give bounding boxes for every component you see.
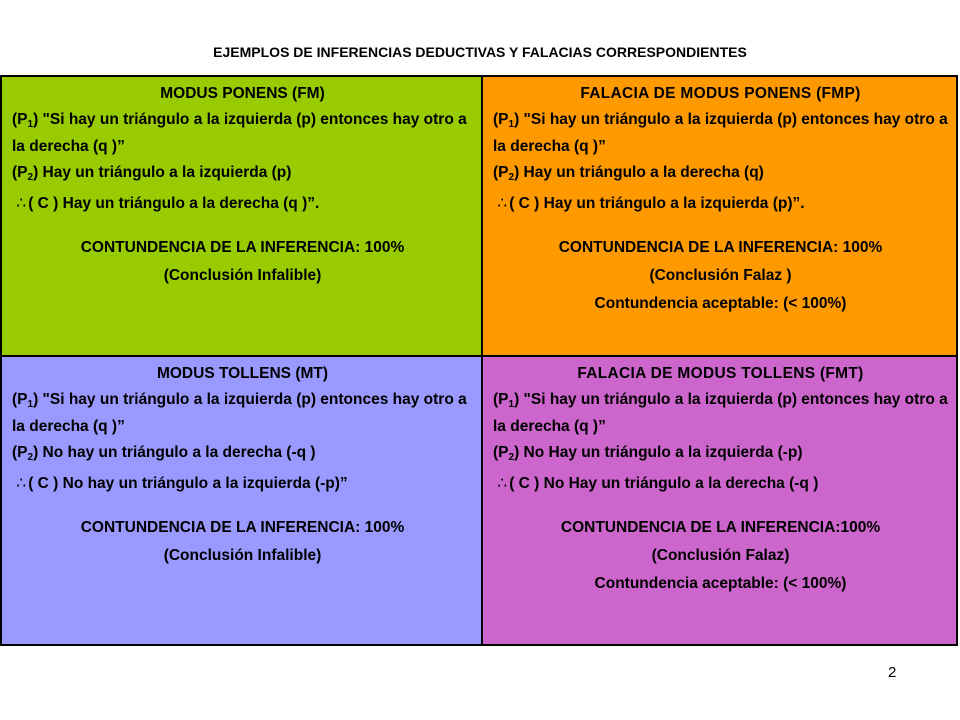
- premise-prefix: (P: [12, 164, 28, 181]
- verdict: (Conclusión Infalible): [163, 267, 322, 284]
- cell-falacia-modus-tollens: [483, 357, 956, 644]
- verdict: (Conclusión Infalible): [163, 547, 322, 564]
- premise-prefix: (P: [12, 111, 28, 128]
- premise-2: [12, 162, 473, 189]
- premise-1: [12, 389, 473, 438]
- premise-prefix: (P: [12, 391, 28, 408]
- page-number: 2: [888, 664, 897, 681]
- subscript: 1: [27, 119, 34, 130]
- premise-text: ) "Si hay un triángulo a la izquierda (p) entonces hay otro a la derecha (q )”: [12, 391, 467, 435]
- premise-prefix: (P: [12, 444, 28, 461]
- conclusion: [493, 193, 948, 215]
- subscript: 1: [27, 399, 34, 410]
- contundencia: CONTUNDENCIA DE LA INFERENCIA:100%: [560, 519, 881, 536]
- subscript: 1: [508, 119, 515, 130]
- page-title: EJEMPLOS DE INFERENCIAS DEDUCTIVAS Y FALACIAS CORRESPONDIENTES: [213, 44, 747, 60]
- contundencia: CONTUNDENCIA DE LA INFERENCIA: 100%: [558, 239, 883, 256]
- subscript: 2: [508, 172, 515, 183]
- cell-modus-ponens: [2, 77, 483, 357]
- premise-prefix: (P: [493, 444, 509, 461]
- contundencia: CONTUNDENCIA DE LA INFERENCIA: 100%: [80, 519, 405, 536]
- cell-heading: MODUS TOLLENS (MT): [156, 365, 329, 382]
- premise-text: ) Hay un triángulo a la derecha (q): [514, 164, 764, 181]
- premise-prefix: (P: [493, 391, 509, 408]
- cell-modus-tollens: [2, 357, 483, 644]
- subscript: 2: [508, 452, 515, 463]
- premise-text: ) No hay un triángulo a la derecha (-q ): [33, 444, 316, 461]
- premise-text: ) "Si hay un triángulo a la izquierda (p) entonces hay otro a la derecha (q )”: [12, 111, 467, 155]
- verdict: (Conclusión Falaz): [651, 547, 790, 564]
- cell-heading: MODUS PONENS (FM): [160, 85, 325, 102]
- conclusion: [12, 193, 473, 215]
- therefore-icon: ∴: [497, 195, 508, 212]
- premise-text: ) No Hay un triángulo a la izquierda (-p): [514, 444, 803, 461]
- conclusion-text: ( C ) No Hay un triángulo a la derecha (-q ): [509, 475, 819, 492]
- cell-falacia-modus-ponens: [483, 77, 956, 357]
- conclusion-text: ( C ) Hay un triángulo a la izquierda (p)”.: [509, 195, 805, 212]
- therefore-icon: ∴: [16, 475, 27, 492]
- therefore-icon: ∴: [16, 195, 27, 212]
- conclusion: [12, 473, 473, 495]
- cell-heading: FALACIA DE MODUS TOLLENS (FMT): [577, 365, 864, 382]
- premise-prefix: (P: [493, 111, 509, 128]
- premise-text: ) "Si hay un triángulo a la izquierda (p) entonces hay otro a la derecha (q )”: [493, 111, 948, 155]
- premise-2: [493, 442, 948, 469]
- conclusion: [493, 473, 948, 495]
- subscript: 2: [27, 452, 34, 463]
- premise-prefix: (P: [493, 164, 509, 181]
- premise-1: [12, 109, 473, 158]
- subscript: 2: [27, 172, 34, 183]
- cell-heading: FALACIA DE MODUS PONENS (FMP): [580, 85, 861, 102]
- subscript: 1: [508, 399, 515, 410]
- premise-text: ) Hay un triángulo a la izquierda (p): [33, 164, 292, 181]
- inference-table: [0, 75, 958, 646]
- premise-text: ) "Si hay un triángulo a la izquierda (p) entonces hay otro a la derecha (q )”: [493, 391, 948, 435]
- therefore-icon: ∴: [497, 475, 508, 492]
- contundencia-aceptable: Contundencia aceptable: (< 100%): [594, 295, 847, 312]
- premise-2: [493, 162, 948, 189]
- premise-1: [493, 389, 948, 438]
- verdict: (Conclusión Falaz ): [649, 267, 792, 284]
- contundencia-aceptable: Contundencia aceptable: (< 100%): [594, 575, 847, 592]
- premise-1: [493, 109, 948, 158]
- contundencia: CONTUNDENCIA DE LA INFERENCIA: 100%: [80, 239, 405, 256]
- conclusion-text: ( C ) Hay un triángulo a la derecha (q )”.: [28, 195, 320, 212]
- conclusion-text: ( C ) No hay un triángulo a la izquierda (-p)”: [28, 475, 348, 492]
- premise-2: [12, 442, 473, 469]
